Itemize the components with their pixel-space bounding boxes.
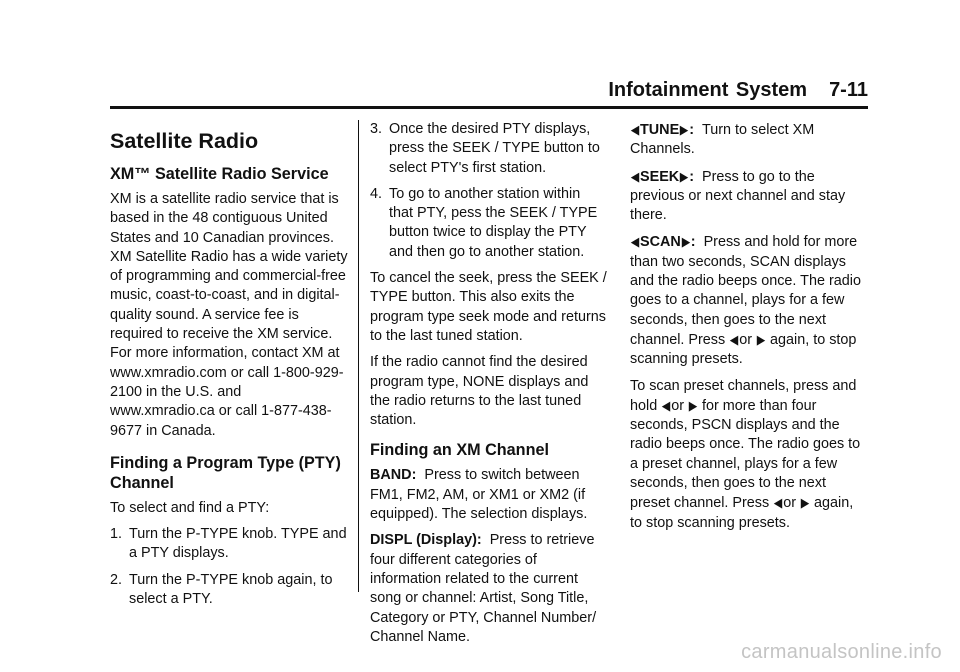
tune-paragraph: ◀TUNE▶: Turn to select XM Channels. <box>630 122 815 158</box>
notfound-paragraph: If the radio cannot find the desired program type, NONE displays and the radio returns to the last tuned station. <box>370 354 589 429</box>
displ-text: Press to retrieve four different categories of information related to the current song or channel: Artist, Song Title, Category or PTY, Channel Number/ Channel Name. <box>370 532 597 645</box>
displ-label: DISPL (Display): <box>370 532 482 549</box>
cancel-paragraph: To cancel the seek, press the SEEK / TYPE button. This also exits the program type seek mode and returns to the last tuned station. <box>370 270 607 344</box>
displ-paragraph <box>370 531 608 647</box>
scan-label: SCAN <box>640 234 681 251</box>
left-arrow-icon: ◀ <box>630 168 640 184</box>
left-arrow-icon: ◀ <box>729 331 739 347</box>
seek-text: Press to go to the previous or next channel and stay there. <box>630 168 846 224</box>
scan-end: again, to stop scanning presets. <box>630 331 857 368</box>
scan-paragraph: ◀SCAN▶: Press and hold for more than two seconds, SCAN displays and the radio beeps once. The radio goes to a channel, plays for a few seconds, then goes to the next channel. Press ◀or ▶ again, to stop scanning presets. <box>630 234 861 368</box>
column-divider <box>358 120 359 592</box>
preset-or-2: or <box>783 495 796 512</box>
band-paragraph <box>370 466 608 524</box>
left-arrow-icon: ◀ <box>773 495 783 511</box>
list-text: To go to another station within that PTY, pess the SEEK / TYPE button twice to display the PTY and then go to another station. <box>389 185 598 260</box>
tune-label: TUNE <box>640 122 680 138</box>
page-header <box>110 79 868 102</box>
right-arrow-icon: ▶ <box>756 331 766 347</box>
list-number: 2. <box>110 571 123 588</box>
list-number: 1. <box>110 526 123 543</box>
list-text: Turn the P-TYPE knob again, to select a PTY. <box>129 571 333 608</box>
preset-text-b: for more than four seconds, PSCN displays and the radio beeps once. The radio goes to a preset channel, plays for a few seconds, then goes to the next preset channel. Press <box>630 397 861 512</box>
tune-text: Turn to select XM Channels. <box>630 122 815 158</box>
seek-label: SEEK <box>640 168 680 185</box>
list-text: Turn the P-TYPE knob. TYPE and a PTY displays. <box>129 526 347 562</box>
scan-text: Press and hold for more than two seconds, SCAN displays and the radio beeps once. The radio goes to a channel, plays for a few seconds, then goes to the next channel. Press <box>630 234 861 348</box>
band-text: Press to switch between FM1, FM2, AM, or XM1 or XM2 (if equipped). The selection displays. <box>370 467 588 523</box>
list-item <box>370 120 608 178</box>
preset-text-a: To scan preset channels, press and hold <box>630 377 857 414</box>
column-3 <box>630 120 868 540</box>
pty-heading: Finding a Program Type (PTY) Channel <box>110 453 341 492</box>
right-arrow-icon: ▶ <box>681 234 691 250</box>
xm-channel-heading: Finding an XM Channel <box>370 441 549 460</box>
band-label: BAND: <box>370 467 417 484</box>
watermark: carmanualsonline.info <box>741 641 942 663</box>
page-number: 7-11 <box>829 79 868 101</box>
right-arrow-icon: ▶ <box>679 122 689 137</box>
left-arrow-icon: ◀ <box>661 397 671 413</box>
preset-or: or <box>671 397 685 414</box>
section-title: Infotainment System <box>608 79 808 101</box>
preset-paragraph <box>630 377 868 533</box>
right-arrow-icon: ▶ <box>800 495 810 511</box>
column-1 <box>110 120 348 616</box>
pty-lead: To select and find a PTY: <box>110 499 270 516</box>
list-text: Once the desired PTY displays, press the SEEK / TYPE button to select PTY's first station. <box>389 121 600 176</box>
right-arrow-icon: ▶ <box>688 397 698 413</box>
left-arrow-icon: ◀ <box>630 122 640 137</box>
scan-or: or <box>739 331 752 348</box>
seek-paragraph: ◀SEEK▶: Press to go to the previous or next channel and stay there. <box>630 168 846 224</box>
list-item <box>110 571 348 610</box>
column-2 <box>370 120 608 654</box>
intro-paragraph: XM is a satellite radio service that is based in the 48 contiguous United States and 10 Canadian provinces. XM Satellite Radio has a wide variety of programming and commercial-free music, coast-to-coast, and in digital-quality sound. A service fee is required to receive the XM service. For more information, contact XM at www.xmradio.com or call 1-800-929-2100 in the U.S. and www.xmradio.ca or call 1-877-438-9677 in Canada. <box>110 191 348 439</box>
list-item <box>110 525 348 564</box>
list-item <box>370 185 608 262</box>
right-arrow-icon: ▶ <box>679 168 689 184</box>
list-number: 4. <box>370 185 383 202</box>
list-number: 3. <box>370 121 383 137</box>
header-rule <box>110 106 868 109</box>
section-heading: Satellite Radio <box>110 129 259 153</box>
preset-end: again, to stop scanning presets. <box>630 495 854 531</box>
left-arrow-icon: ◀ <box>630 234 640 250</box>
subsection-heading: XM™ Satellite Radio Service <box>110 165 329 183</box>
